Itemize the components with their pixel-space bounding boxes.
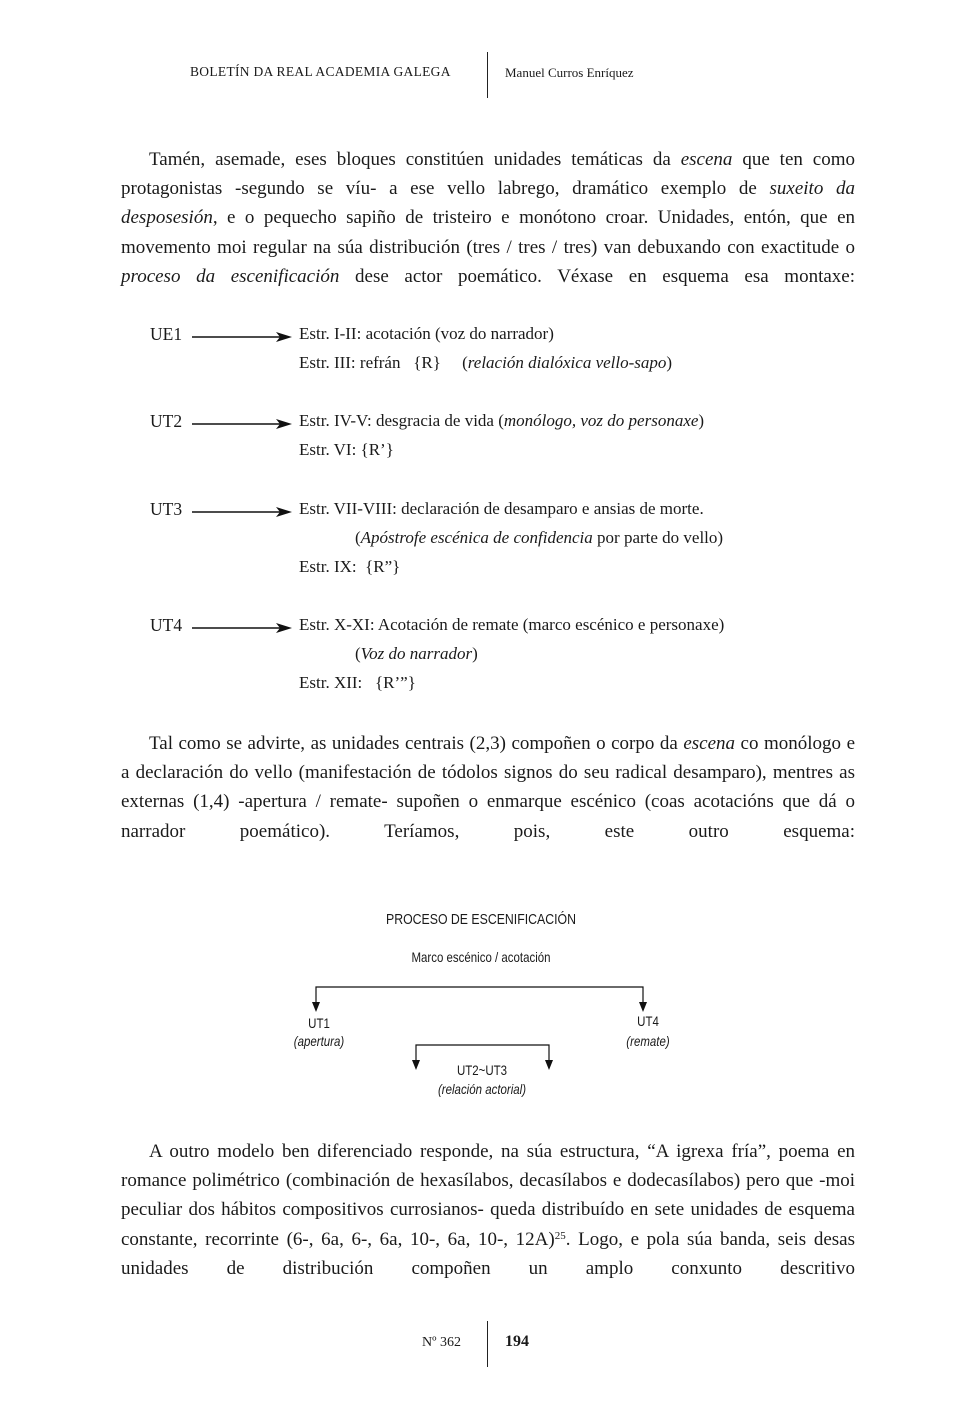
scheme-line: Estr. VII-VIII: declaración de desamparo e ansias de morte.	[299, 499, 704, 518]
scheme-line: Estr. XII: {R’”}	[299, 673, 416, 692]
scheme-line: (Voz do narrador)	[355, 644, 478, 663]
text-run: Tal como se advirte, as unidades centrais (2,3) compoñen o corpo da	[149, 733, 684, 754]
scheme-line: Estr. IX: {R”}	[299, 557, 401, 576]
diagram-subtitle: Marco escénico / acotación	[411, 949, 551, 965]
text-run: co monólogo e a declaración do vello (manifestación de tódolos signos do seu radical desamparo), mentres as externas (1,4) -apertura / remate- supoñen o enmarque escénico (coas acotacións que dá o narrador poemático). Teríamos, pois, este outro esquema:	[121, 733, 855, 842]
text-run: A outro modelo ben diferenciado responde, na súa estructura, “A igrexa fría”, poema en romance polimétrico (combinación de hexasílabos, decasílabos e dodecasílabos) pero que -moi peculiar dos hábitos compositivos currosianos- queda distribuído en sete unidades de esquema constante, recorrinte (6-, 6a, 6-, 6a, 10-, 6a, 10-, 12A)	[121, 1141, 855, 1250]
text-run: que ten como protagonistas -segundo se víu- a ese vello labrego, dramático exemplo de	[121, 149, 855, 200]
running-header-journal: BOLETÍN DA REAL ACADEMIA GALEGA	[190, 64, 451, 79]
node-ut2-ut3-label: UT2~UT3	[456, 1062, 508, 1078]
diagram-title: PROCESO DE ESCENIFICACIÓN	[385, 911, 576, 928]
italic-term: proceso da escenificación	[121, 265, 340, 287]
unit-label: UT4	[150, 615, 183, 635]
node-ut1-label: UT1	[308, 1015, 330, 1031]
italic-term: escena	[683, 733, 736, 754]
text-run: Tamén, asemade, eses bloques constitúen unidades temáticas da	[149, 149, 681, 170]
running-header-author: Manuel Curros Enríquez	[505, 65, 634, 80]
text-run: dese actor poemático. Véxase en esquema esa montaxe:	[339, 265, 855, 287]
scheme-line: Estr. I-II: acotación (voz do narrador)	[299, 324, 554, 343]
page-number: 194	[505, 1333, 529, 1350]
scheme-line: Estr. III: refrán {R} (relación dialóxica vello-sapo)	[299, 353, 673, 372]
paragraph-igrexa-fria	[121, 1137, 855, 1283]
unit-label: UT3	[150, 499, 183, 519]
node-ut4-note: (remate)	[626, 1033, 670, 1049]
issue-number: Nº 362	[422, 1335, 461, 1350]
scheme-line: (Apóstrofe escénica de confidencia por parte do vello)	[355, 528, 724, 547]
node-ut2-ut3-note: (relación actorial)	[437, 1081, 527, 1097]
unit-label: UT2	[150, 411, 183, 431]
italic-term: escena	[680, 149, 733, 170]
footnote-reference[interactable]: 25	[554, 1229, 566, 1242]
node-ut4-label: UT4	[637, 1013, 659, 1029]
node-ut1-note: (apertura)	[293, 1033, 345, 1049]
scheme-line: Estr. VI: {R’}	[299, 440, 394, 459]
scheme-line: Estr. IV-V: desgracia de vida (monólogo, voz do personaxe)	[299, 411, 705, 430]
text-run: . Logo, e pola súa banda, seis desas unidades de distribución compoñen un amplo conxunto descritivo	[121, 1228, 855, 1279]
unit-label: UE1	[150, 324, 183, 344]
italic-term: suxeito da desposesión	[121, 178, 855, 229]
scheme-line: Estr. X-XI: Acotación de remate (marco escénico e personaxe)	[299, 615, 725, 634]
footer-divider	[487, 1321, 488, 1367]
text-run: , e o pequecho sapiño de tristeiro e monótono croar. Unidades, entón, que en movemento moi regular na súa distribución (tres / tres / tres) van debuxando con exactitude o	[121, 207, 855, 258]
